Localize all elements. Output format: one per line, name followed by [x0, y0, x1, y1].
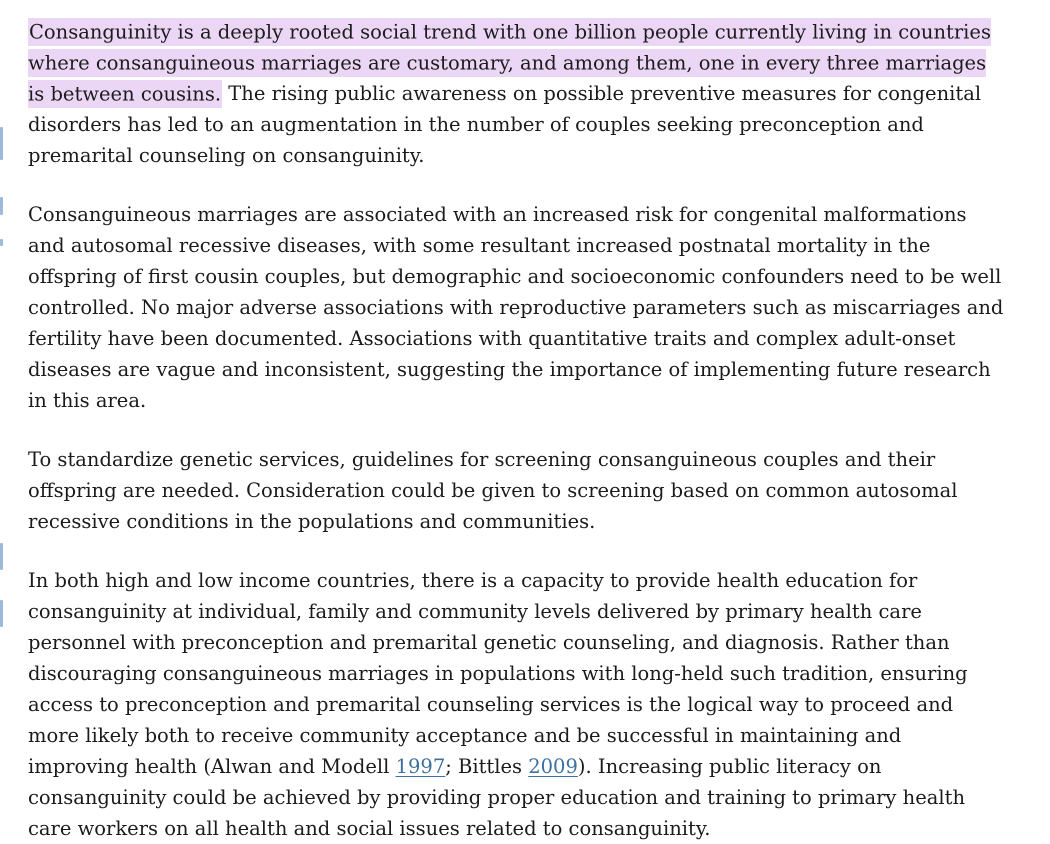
- body-text: In both high and low income countries, there is a capacity to provide health education for consanguinity at individual, family and community levels delivered by primary health care personnel with preconception and premarital genetic counseling, and diagnosis. Rather than discouraging consanguineous marriages in populations with long-held such tradition, ensuring access to preconception and premarital counseling services is the logical way to proceed and more likely both to receive community acceptance and be successful in maintaining and improving health (Alwan and Modell: [28, 569, 968, 778]
- article-text: [28, 16, 1008, 844]
- paragraph-1: [28, 16, 1008, 171]
- citation-link-1997[interactable]: 1997: [395, 755, 446, 778]
- cropped-text-fragment: [0, 127, 3, 160]
- paragraph-2: [28, 199, 1008, 416]
- body-text: ). Increasing public literacy on consanguinity could be achieved by providing proper education and training to primary health care workers on all health and social issues related to consanguinity.: [28, 755, 965, 840]
- cropped-text-fragment: [0, 239, 3, 246]
- paragraph-3: [28, 444, 1008, 537]
- body-text: ; Bittles: [445, 755, 529, 778]
- body-text: The rising public awareness on possible preventive measures for congenital disorders has led to an augmentation in the number of couples seeking preconception and premarital counseling on consanguinity.: [28, 82, 982, 167]
- citation-link-2009[interactable]: 2009: [528, 755, 578, 778]
- body-text: Consanguineous marriages are associated with an increased risk for congenital malformations and autosomal recessive diseases, with some resultant increased postnatal mortality in the offspring of first cousin couples, but demographic and socioeconomic confounders need to be well controlled. No major adverse associations with reproductive parameters such as miscarriages and fertility have been documented. Associations with quantitative traits and complex adult-onset diseases are vague and inconsistent, suggesting the importance of implementing future research in this area.: [28, 203, 1004, 412]
- cropped-text-fragment: [0, 197, 3, 215]
- cropped-text-fragment: [0, 600, 3, 627]
- paragraph-4: [28, 565, 1008, 844]
- body-text: To standardize genetic services, guidelines for screening consanguineous couples and their offspring are needed. Consideration could be given to screening based on common autosomal recessive conditions in the populations and communities.: [28, 448, 958, 533]
- highlighted-text: Consanguinity is a deeply rooted social trend with one billion people currently living in countries where consanguineous marriages are customary, and among them, one in every three marriages is between cousins.: [28, 18, 991, 108]
- cropped-text-fragment: [0, 543, 3, 570]
